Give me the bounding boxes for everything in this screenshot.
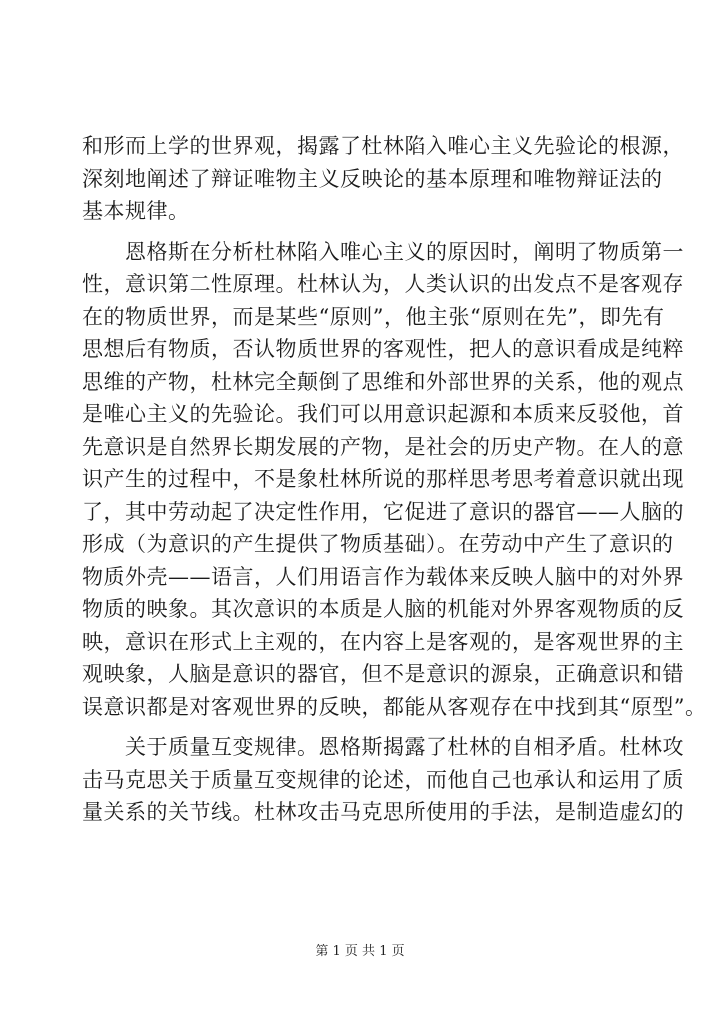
page-footer bbox=[0, 940, 720, 959]
text-line: 了，其中劳动起了决定性作用，它促进了意识的器官——人脑的 bbox=[82, 499, 684, 524]
text-line: 恩格斯在分析杜林陷入唯心主义的原因时，阐明了物质第一 bbox=[82, 239, 684, 264]
text-line: 先意识是自然界长期发展的产物，是社会的历史产物。在人的意 bbox=[82, 434, 684, 459]
text-line: 深刻地阐述了辩证唯物主义反映论的基本原理和唯物辩证法的 bbox=[82, 166, 663, 191]
document-body bbox=[82, 130, 707, 829]
text-line: 思想后有物质，否认物质世界的客观性，把人的意识看成是纯粹 bbox=[82, 337, 684, 361]
text-line: 性，意识第二性原理。杜林认为，人类认识的出发点不是客观存 bbox=[82, 272, 684, 296]
text-line: 映，意识在形式上主观的，在内容上是客观的，是客观世界的主 bbox=[82, 629, 684, 654]
paragraph-3 bbox=[82, 731, 684, 829]
text-line: 是唯心主义的先验论。我们可以用意识起源和本质来反驳他，首 bbox=[82, 402, 684, 426]
text-line: 思维的产物，杜林完全颠倒了思维和外部世界的关系，他的观点 bbox=[82, 369, 684, 394]
text-line: 形成（为意识的产生提供了物质基础）。在劳动中产生了意识的 bbox=[82, 532, 674, 556]
text-line: 关于质量互变规律。恩格斯揭露了杜林的自相矛盾。杜林攻 bbox=[82, 735, 684, 759]
text-line: 基本规律。 bbox=[82, 199, 190, 223]
text-line: 观映象，人脑是意识的器官，但不是意识的源泉，正确意识和错 bbox=[82, 662, 684, 686]
text-line: 物质的映象。其次意识的本质是人脑的机能对外界客观物质的反 bbox=[82, 597, 684, 621]
text-line: 物质外壳——语言，人们用语言作为载体来反映人脑中的对外界 bbox=[82, 564, 684, 589]
paragraph-2 bbox=[82, 236, 707, 724]
text-line: 量关系的关节线。杜林攻击马克思所使用的手法，是制造虚幻的 bbox=[82, 800, 684, 824]
text-line: 识产生的过程中，不是象杜林所说的那样思考思考着意识就出现 bbox=[82, 467, 684, 491]
text-line: 和形而上学的世界观，揭露了杜林陷入唯心主义先验论的根源， bbox=[82, 134, 684, 158]
text-line: 击马克思关于质量互变规律的论述，而他自己也承认和运用了质 bbox=[82, 767, 684, 792]
text-line: 在的物质世界，而是某些“原则”，他主张“原则在先”，即先有 bbox=[82, 304, 665, 329]
text-line: 误意识都是对客观世界的反映，都能从客观存在中找到其“原型”。 bbox=[82, 694, 707, 719]
paragraph-1 bbox=[82, 130, 684, 228]
page-number: 第 1 页 共 1 页 bbox=[315, 944, 405, 959]
